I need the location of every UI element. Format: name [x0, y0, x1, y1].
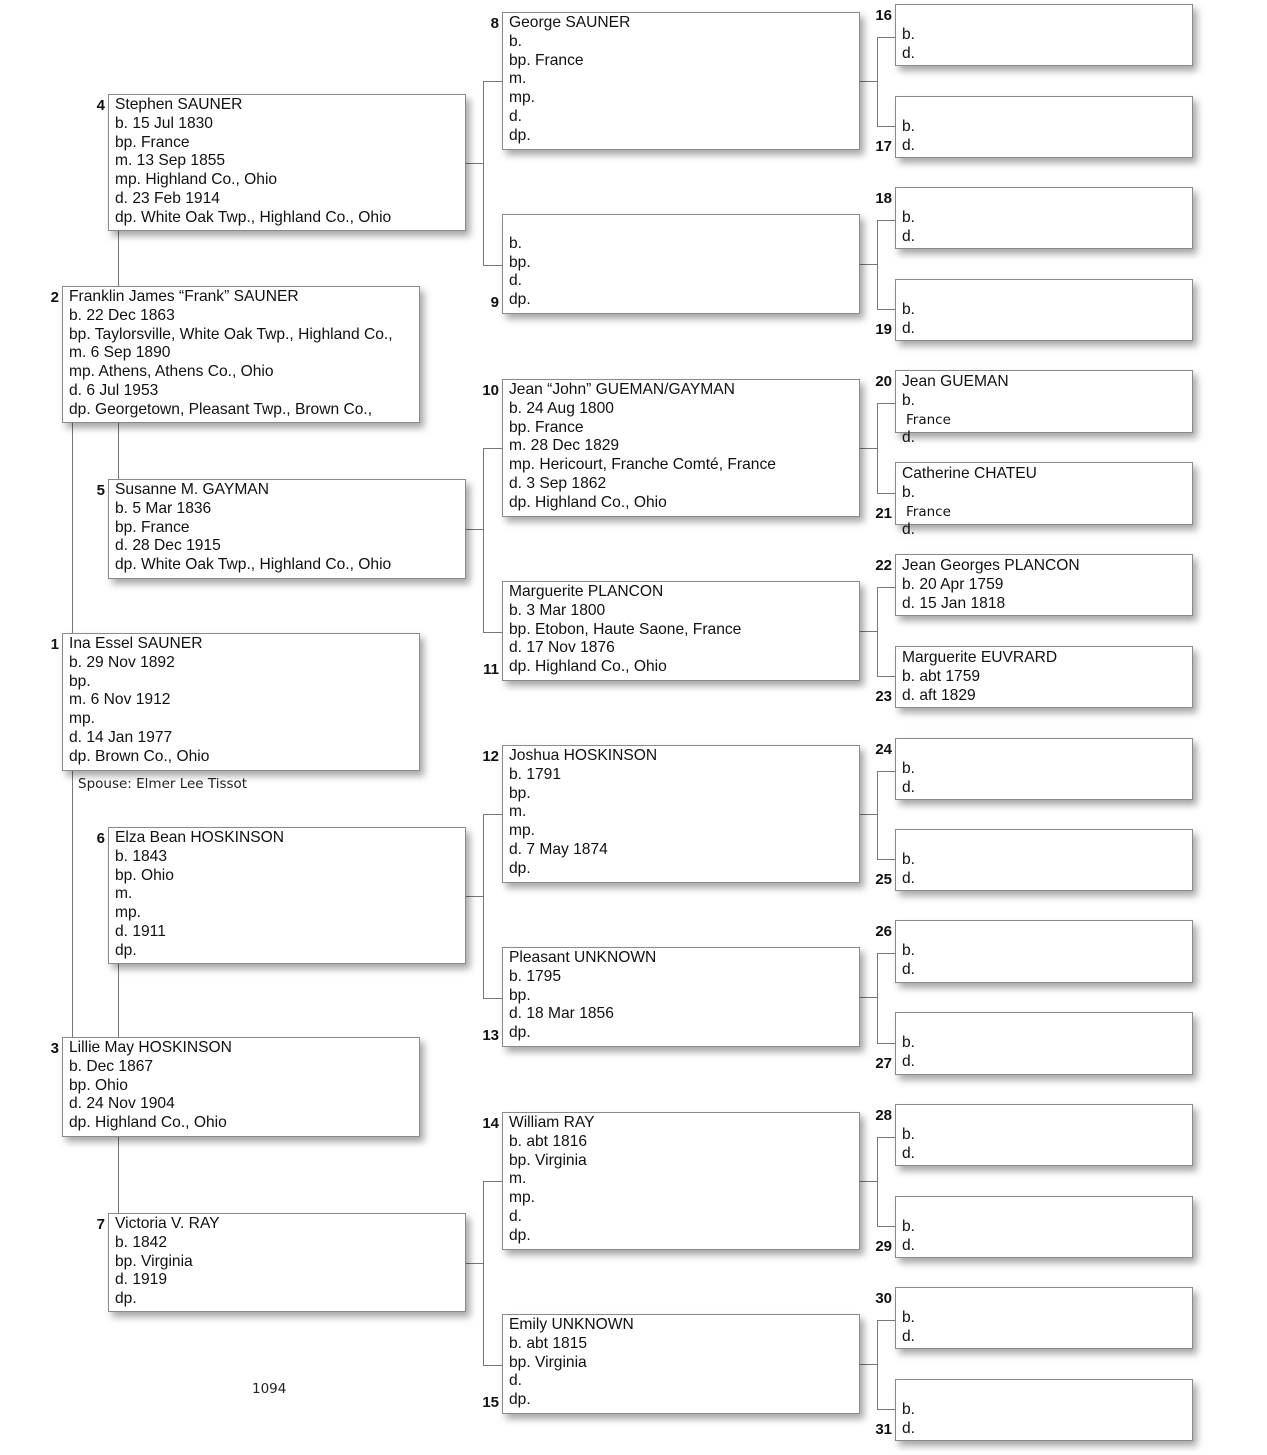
birth-place: France [906, 503, 951, 520]
person-fact: b. [902, 1308, 916, 1326]
person-box-5[interactable] [108, 479, 466, 579]
person-fact: dp. [509, 1391, 531, 1409]
person-name [902, 99, 1192, 118]
ahnentafel-number: 2 [50, 289, 59, 306]
person-fact: m. 13 Sep 1855 [115, 152, 226, 170]
person-name: Jean Georges PLANCON [902, 557, 1080, 574]
person-fact: b. abt 1816 [509, 1132, 588, 1150]
ahnentafel-number: 24 [875, 741, 892, 758]
connector-line [466, 1263, 483, 1264]
person-fact: d. 3 Sep 1862 [509, 474, 607, 492]
connector-line [877, 1226, 895, 1227]
ahnentafel-number: 25 [875, 871, 892, 888]
person-fact: mp. [509, 1189, 535, 1207]
ahnentafel-number: 7 [96, 1216, 105, 1233]
connector-line [877, 309, 895, 310]
person-name: Joshua HOSKINSON [509, 747, 658, 764]
connector-line [860, 631, 877, 632]
person-fact: m. 6 Sep 1890 [69, 344, 171, 362]
connector-line [877, 220, 895, 221]
person-fact: b. [902, 941, 916, 959]
ahnentafel-number: 15 [482, 1394, 499, 1411]
ahnentafel-number: 20 [875, 373, 892, 390]
person-fact: d. 1911 [115, 922, 166, 940]
person-box-14[interactable] [502, 1112, 860, 1250]
person-fact: bp. Etobon, Haute Saone, France [509, 620, 742, 638]
person-fact: dp. Highland Co., Ohio [509, 658, 667, 676]
person-fact: dp. [115, 941, 137, 959]
person-name [902, 7, 1192, 26]
person-fact: dp. White Oak Twp., Highland Co., Ohio [115, 208, 392, 226]
person-name: Emily UNKNOWN [509, 1316, 634, 1333]
person-fact: d. [902, 429, 916, 447]
person-box-13[interactable] [502, 947, 860, 1047]
person-fact: b. [509, 32, 523, 50]
ahnentafel-number: 11 [483, 661, 499, 678]
person-fact: d. [902, 1327, 916, 1345]
person-fact: d. [902, 136, 916, 154]
ahnentafel-number: 13 [482, 1027, 499, 1044]
person-fact: mp. [115, 904, 141, 922]
person-box-1[interactable] [62, 633, 420, 771]
person-fact: bp. [509, 253, 531, 271]
person-fact: dp. [115, 1290, 137, 1308]
connector-line [877, 1137, 878, 1226]
connector-line [483, 814, 484, 998]
connector-line [860, 1364, 877, 1365]
person-name [902, 1107, 1192, 1126]
person-fact: b. 24 Aug 1800 [509, 399, 614, 417]
person-box-11[interactable] [502, 581, 860, 681]
connector-line [877, 1320, 895, 1321]
person-fact: bp. Ohio [115, 866, 174, 884]
ahnentafel-number: 1 [50, 636, 59, 653]
person-fact: bp. France [509, 418, 584, 436]
connector-line [860, 1181, 877, 1182]
person-box-22[interactable] [895, 554, 1193, 616]
connector-line [877, 1043, 895, 1044]
ahnentafel-number: 19 [875, 321, 892, 338]
person-name: Stephen SAUNER [115, 96, 243, 113]
person-fact: b. abt 1815 [509, 1334, 588, 1352]
person-fact: b. 20 Apr 1759 [902, 575, 1004, 593]
person-name: Pleasant UNKNOWN [509, 949, 657, 966]
person-fact: d. 1919 [115, 1271, 168, 1289]
person-fact: b. [902, 1217, 916, 1235]
person-box-30[interactable] [895, 1287, 1193, 1349]
person-fact: m. [509, 803, 527, 821]
person-fact: m. [509, 1170, 527, 1188]
person-fact: d. [902, 44, 916, 62]
person-fact: bp. [69, 672, 91, 690]
person-fact: bp. France [115, 518, 190, 536]
connector-line [877, 859, 895, 860]
person-fact: dp. [509, 859, 531, 877]
person-fact: b. France [902, 484, 1192, 522]
person-fact: m. 28 Dec 1829 [509, 437, 620, 455]
person-fact: mp. [69, 710, 95, 728]
person-fact: d. 24 Nov 1904 [69, 1095, 175, 1113]
person-fact: b. 15 Jul 1830 [115, 114, 213, 132]
connector-line [877, 1320, 878, 1409]
person-fact: bp. Virginia [509, 1151, 587, 1169]
connector-line [877, 587, 895, 588]
connector-line [877, 220, 878, 309]
person-fact: m. 6 Nov 1912 [69, 691, 171, 709]
person-fact: b. [902, 850, 916, 868]
person-fact: d. 7 May 1874 [509, 840, 608, 858]
connector-line [118, 423, 119, 479]
connector-line [877, 403, 878, 493]
person-fact: dp. Brown Co., Ohio [69, 747, 210, 765]
person-fact: bp. Taylorsville, White Oak Twp., Highland Co., [69, 325, 393, 343]
connector-line [877, 37, 895, 38]
connector-line [72, 423, 73, 633]
person-name [902, 1015, 1192, 1034]
person-fact: dp. [509, 1024, 531, 1042]
connector-line [483, 998, 502, 999]
person-box-4[interactable] [108, 94, 466, 231]
person-fact: d. 17 Nov 1876 [509, 639, 615, 657]
person-fact: d. 18 Mar 1856 [509, 1005, 614, 1023]
person-fact: mp. Highland Co., Ohio [115, 171, 278, 189]
person-name: Lillie May HOSKINSON [69, 1039, 232, 1056]
ahnentafel-number: 5 [96, 482, 105, 499]
connector-line [877, 126, 895, 127]
person-fact: b. [902, 300, 916, 318]
person-name [902, 741, 1192, 760]
connector-line [483, 814, 502, 815]
person-fact: b. [902, 1125, 916, 1143]
person-name: Victoria V. RAY [115, 1215, 220, 1232]
person-box-2[interactable] [62, 286, 420, 423]
person-fact: d. [902, 778, 916, 796]
person-fact: b. [509, 234, 523, 252]
person-name: William RAY [509, 1114, 595, 1131]
person-fact: bp. France [509, 51, 584, 69]
connector-line [877, 587, 878, 676]
person-fact: dp. Highland Co., Ohio [509, 493, 667, 511]
person-fact: d. [509, 1207, 523, 1225]
person-name [902, 832, 1192, 851]
person-fact: b. 22 Dec 1863 [69, 306, 175, 324]
person-fact: d. [902, 869, 916, 887]
person-fact: b. 29 Nov 1892 [69, 653, 175, 671]
person-name [902, 923, 1192, 942]
person-name [902, 1382, 1192, 1401]
person-fact: m. [509, 70, 527, 88]
connector-line [877, 771, 878, 859]
person-fact: d. [902, 1052, 916, 1070]
person-name: Marguerite EUVRARD [902, 649, 1058, 666]
person-fact: b. 1842 [115, 1233, 168, 1251]
person-fact: d. [902, 1419, 916, 1437]
person-fact: d. 23 Feb 1914 [115, 189, 220, 207]
person-name: Jean “John” GUEMAN/GAYMAN [509, 381, 735, 398]
ahnentafel-number: 28 [875, 1107, 892, 1124]
person-fact: bp. Virginia [509, 1353, 587, 1371]
person-fact: b. 3 Mar 1800 [509, 601, 606, 619]
ahnentafel-number: 30 [875, 1290, 892, 1307]
birth-place: France [906, 411, 951, 428]
person-box-25[interactable] [895, 829, 1193, 891]
ahnentafel-number: 9 [490, 294, 499, 311]
connector-line [877, 403, 895, 404]
ahnentafel-number: 31 [875, 1421, 892, 1438]
person-fact: d. [509, 1372, 523, 1390]
connector-line [483, 81, 484, 265]
person-fact: d. [902, 1144, 916, 1162]
person-fact: bp. Ohio [69, 1076, 128, 1094]
person-name [509, 216, 859, 235]
ahnentafel-number: 16 [875, 7, 892, 24]
person-fact: b. [902, 25, 916, 43]
person-box-15[interactable] [502, 1314, 860, 1414]
person-box-21[interactable] [895, 462, 1193, 539]
ahnentafel-number: 21 [875, 505, 892, 522]
connector-line [483, 81, 502, 82]
person-fact: b. 1791 [509, 765, 562, 783]
connector-line [118, 964, 119, 1037]
person-fact: d. 6 Jul 1953 [69, 381, 159, 399]
person-name [902, 190, 1192, 209]
person-fact: d. [902, 1236, 916, 1254]
person-fact: d. [902, 319, 916, 337]
person-box-26[interactable] [895, 920, 1193, 983]
person-fact: b. Dec 1867 [69, 1057, 154, 1075]
page-number: 1094 [252, 1381, 287, 1397]
connector-line [860, 814, 877, 815]
ahnentafel-number: 29 [875, 1238, 892, 1255]
person-box-10[interactable] [502, 379, 860, 517]
connector-line [118, 231, 119, 286]
person-box-27[interactable] [895, 1012, 1193, 1075]
person-box-7[interactable] [108, 1213, 466, 1312]
person-fact: dp. [509, 126, 531, 144]
person-box-3[interactable] [62, 1037, 420, 1137]
person-box-18[interactable] [895, 187, 1193, 249]
person-box-19[interactable] [895, 279, 1193, 341]
connector-line [877, 1137, 895, 1138]
person-fact: bp. France [115, 133, 190, 151]
ahnentafel-number: 12 [482, 748, 499, 765]
person-box-12[interactable] [502, 745, 860, 883]
connector-line [877, 37, 878, 126]
person-fact: d. 28 Dec 1915 [115, 537, 221, 555]
person-fact: dp. [509, 1226, 531, 1244]
ahnentafel-number: 26 [875, 923, 892, 940]
person-box-23[interactable] [895, 646, 1193, 708]
person-fact: bp. [509, 986, 531, 1004]
person-box-29[interactable] [895, 1196, 1193, 1258]
person-fact: mp. Athens, Athens Co., Ohio [69, 363, 274, 381]
person-fact: d. [509, 107, 523, 125]
ahnentafel-number: 10 [482, 382, 499, 399]
connector-line [483, 1365, 502, 1366]
person-box-8[interactable] [502, 12, 860, 150]
person-name: Marguerite PLANCON [509, 583, 664, 600]
person-fact: m. [115, 885, 133, 903]
person-fact: dp. Highland Co., Ohio [69, 1114, 227, 1132]
connector-line [877, 953, 895, 954]
person-name: George SAUNER [509, 14, 631, 31]
connector-line [483, 448, 502, 449]
person-fact: d. 14 Jan 1977 [69, 728, 173, 746]
spouse-note: Spouse: Elmer Lee Tissot [78, 776, 248, 792]
person-box-20[interactable] [895, 370, 1193, 447]
connector-line [860, 264, 877, 265]
person-box-24[interactable] [895, 738, 1193, 800]
person-fact: b. 1795 [509, 967, 562, 985]
ahnentafel-number: 27 [875, 1055, 892, 1072]
person-fact: b. [902, 759, 916, 777]
person-name: Franklin James “Frank” SAUNER [69, 288, 299, 305]
person-name: Elza Bean HOSKINSON [115, 829, 284, 846]
ahnentafel-number: 4 [96, 97, 105, 114]
person-box-28[interactable] [895, 1104, 1193, 1166]
person-fact: dp. Georgetown, Pleasant Twp., Brown Co., [69, 400, 373, 418]
person-name [902, 282, 1192, 301]
person-name: Jean GUEMAN [902, 373, 1009, 390]
ahnentafel-number: 8 [490, 15, 499, 32]
person-fact: d. [509, 272, 523, 290]
ahnentafel-number: 23 [875, 688, 892, 705]
connector-line [877, 771, 895, 772]
connector-line [877, 953, 878, 1043]
connector-line [466, 163, 483, 164]
person-fact: dp. White Oak Twp., Highland Co., Ohio [115, 556, 392, 574]
person-fact: d. [902, 227, 916, 245]
connector-line [483, 632, 502, 633]
person-fact: d. 15 Jan 1818 [902, 594, 1006, 612]
connector-line [72, 771, 73, 1037]
ahnentafel-number: 22 [875, 557, 892, 574]
person-name [902, 1199, 1192, 1218]
person-fact: b. [902, 1400, 916, 1418]
person-fact: d. [902, 960, 916, 978]
connector-line [118, 1137, 119, 1213]
ahnentafel-number: 6 [96, 830, 105, 847]
person-fact: mp. Hericourt, Franche Comté, France [509, 456, 776, 474]
ahnentafel-number: 3 [50, 1040, 59, 1057]
connector-line [483, 448, 484, 632]
connector-line [877, 493, 895, 494]
person-name [902, 1290, 1192, 1309]
person-box-31[interactable] [895, 1379, 1193, 1441]
person-name: Catherine CHATEU [902, 465, 1037, 482]
connector-line [483, 265, 502, 266]
connector-line [860, 81, 877, 82]
person-fact: b. [902, 1033, 916, 1051]
person-fact: b. 5 Mar 1836 [115, 499, 212, 517]
connector-line [483, 1181, 484, 1365]
person-fact: b. abt 1759 [902, 667, 981, 685]
person-fact: b. 1843 [115, 847, 168, 865]
connector-line [860, 997, 877, 998]
connector-line [877, 676, 895, 677]
person-fact: bp. [509, 784, 531, 802]
person-name: Susanne M. GAYMAN [115, 481, 269, 498]
connector-line [483, 1181, 502, 1182]
person-box-6[interactable] [108, 827, 466, 964]
person-fact: d. [902, 521, 916, 539]
person-fact: b. [902, 208, 916, 226]
ahnentafel-number: 14 [482, 1115, 499, 1132]
person-fact: b. [902, 117, 916, 135]
ahnentafel-number: 18 [875, 190, 892, 207]
connector-line [466, 896, 483, 897]
person-box-16[interactable] [895, 4, 1193, 66]
connector-line [466, 529, 483, 530]
connector-line [860, 448, 877, 449]
person-fact: mp. [509, 89, 535, 107]
person-fact: bp. Virginia [115, 1252, 193, 1270]
person-name: Ina Essel SAUNER [69, 635, 203, 652]
person-fact: mp. [509, 822, 535, 840]
person-fact: b. France [902, 392, 1192, 430]
person-box-17[interactable] [895, 96, 1193, 158]
person-fact: d. aft 1829 [902, 686, 976, 704]
person-fact: dp. [509, 291, 531, 309]
connector-line [877, 1409, 895, 1410]
ahnentafel-number: 17 [875, 138, 892, 155]
person-box-9[interactable] [502, 214, 860, 314]
